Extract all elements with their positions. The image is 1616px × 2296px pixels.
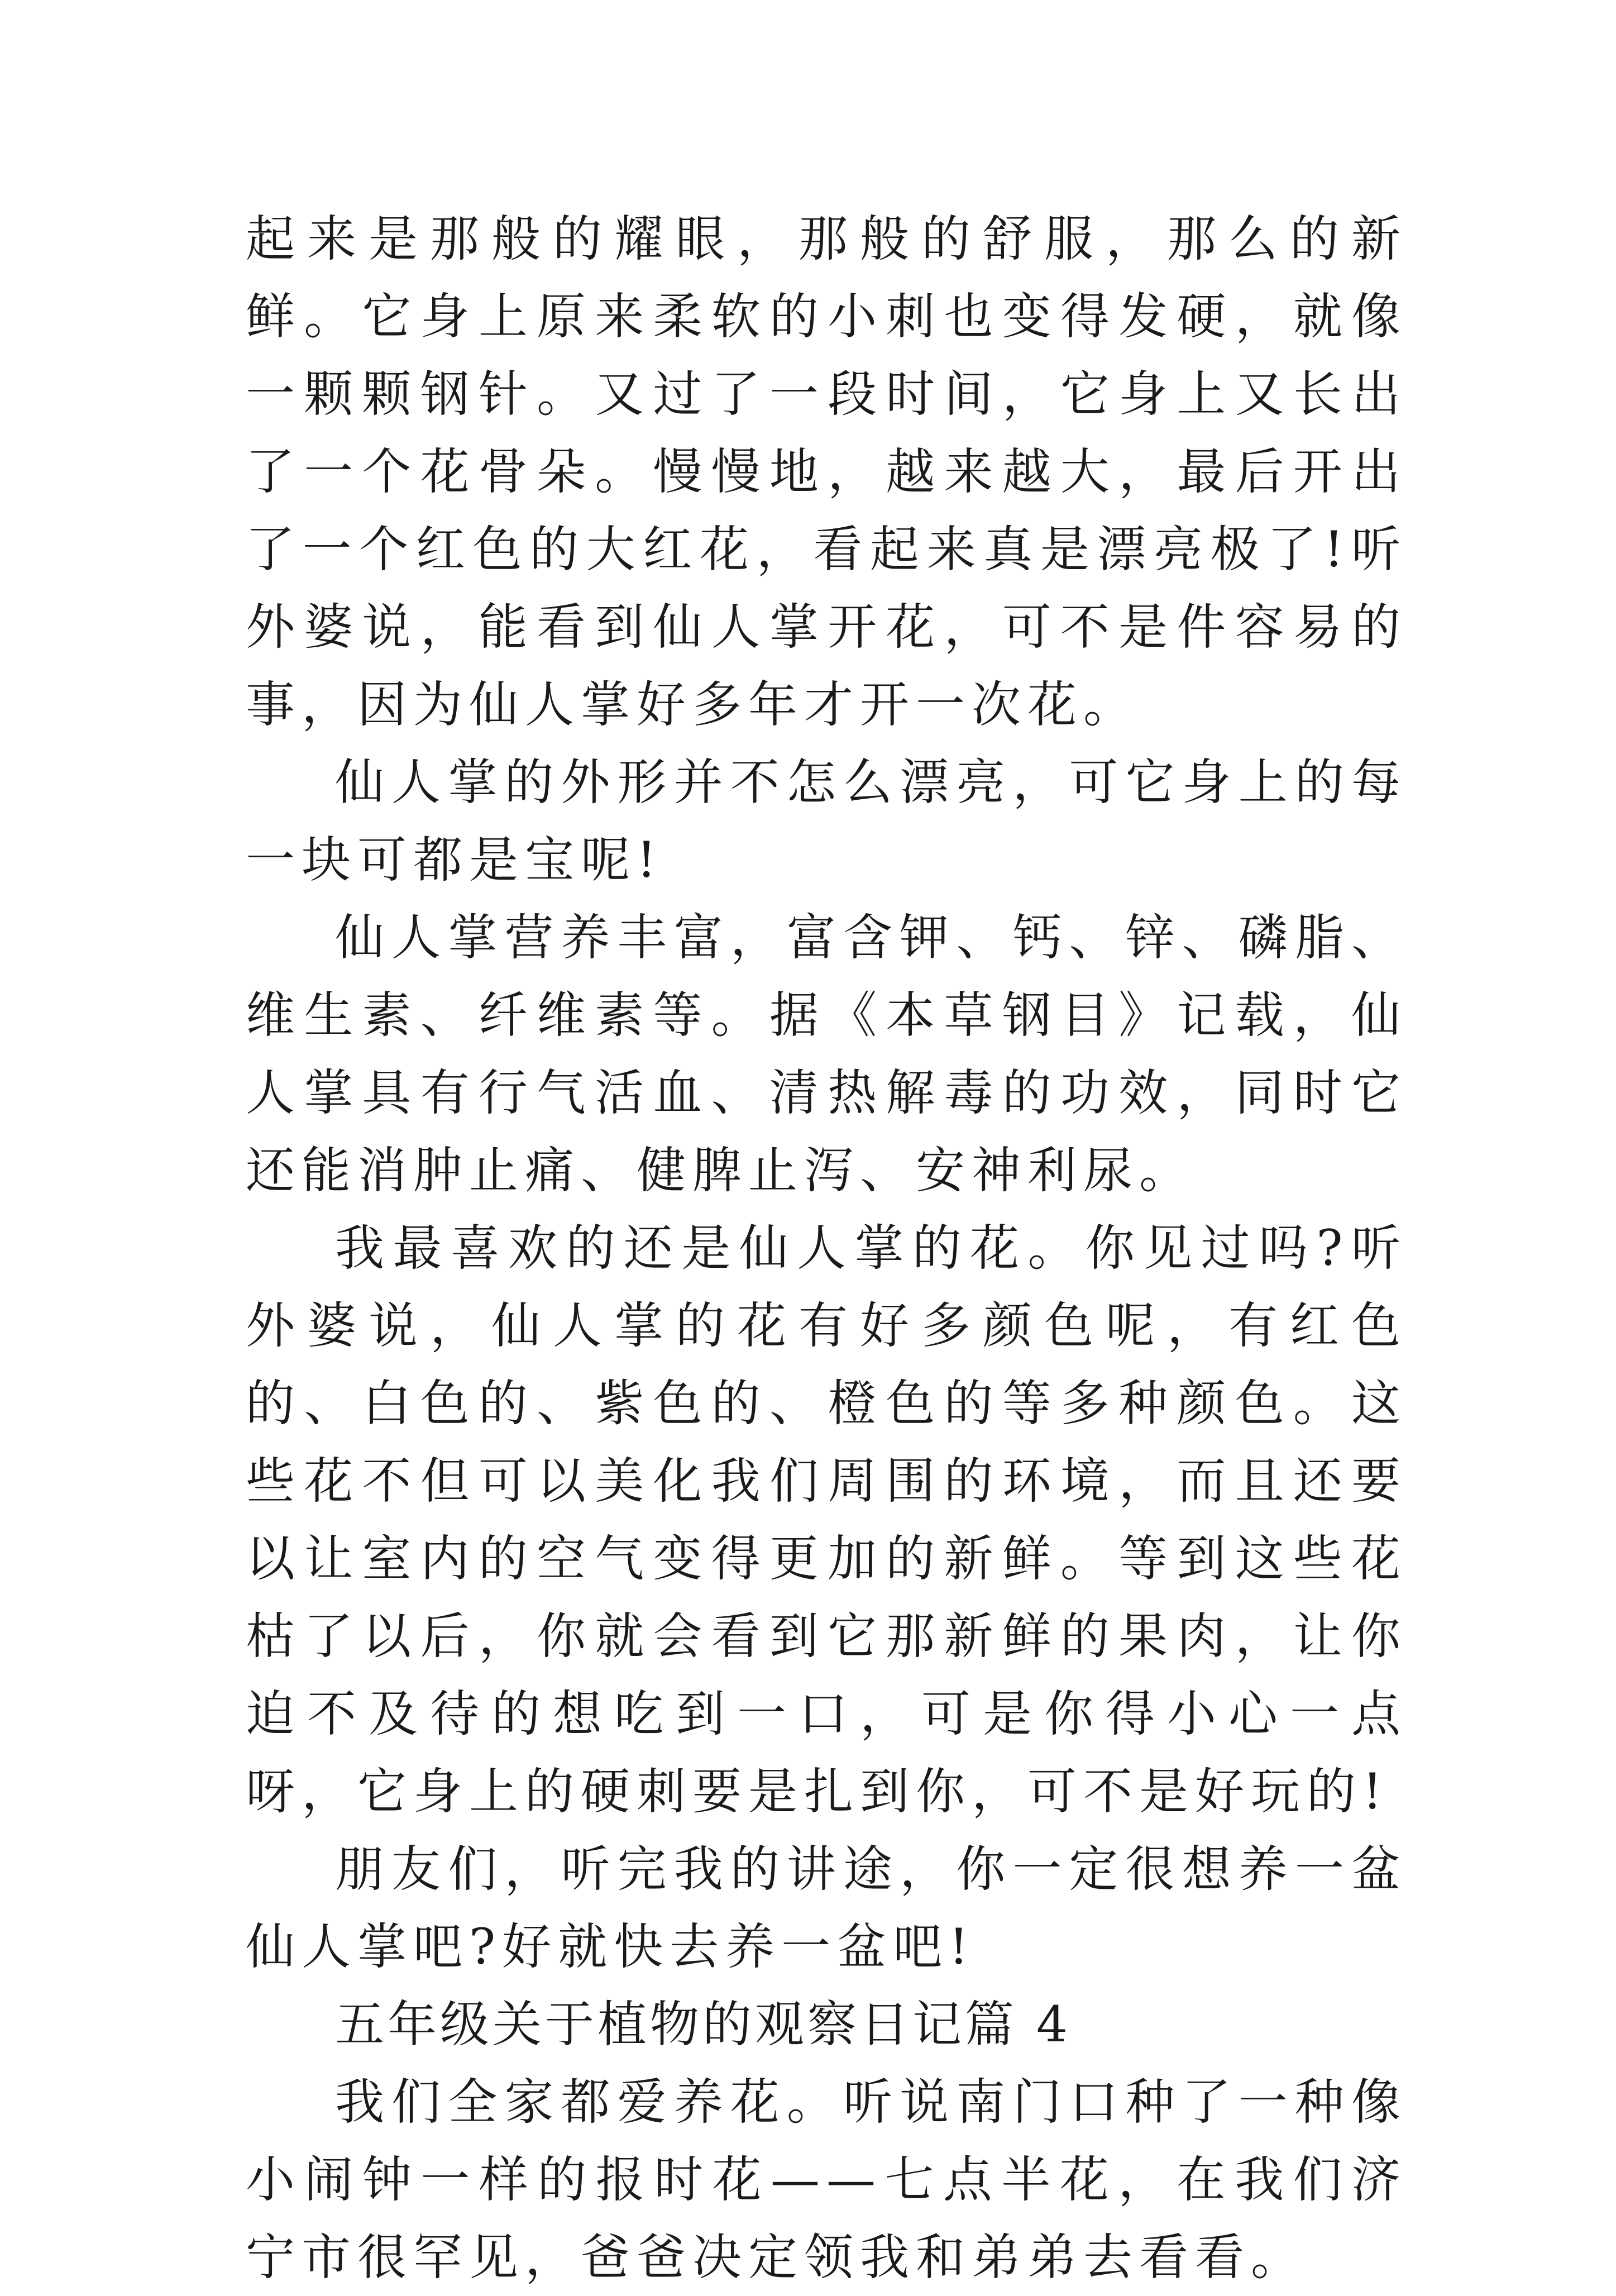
paragraph-family-flowers: 我们全家都爱养花。听说南门口种了一种像小闹钟一样的报时花——七点半花，在我们济宁市很罕见，爸爸决定领我和弟弟去看看。: [246, 2073, 1407, 2286]
document-body: [246, 200, 1407, 2296]
paragraph-cactus-flower-colors: 我最喜欢的还是仙人掌的花。你见过吗?听外婆说，仙人掌的花有好多颜色呢，有红色的、白色的、紫色的、橙色的等多种颜色。这些花不但可以美化我们周围的环境，而且还要以让室内的空气变得更加的新鲜。等到这些花枯了以后，你就会看到它那新鲜的果肉，让你迫不及待的想吃到一口，可是你得小心一点呀，它身上的硬刺要是扎到你，可不是好玩的!: [246, 1219, 1407, 1820]
paragraph-cactus-treasure: 仙人掌的外形并不怎么漂亮，可它身上的每一块可都是宝呢!: [246, 753, 1407, 889]
paragraph-cactus-nutrition: 仙人掌营养丰富，富含钾、钙、锌、磷脂、维生素、纤维素等。据《本草钢目》记载，仙人掌具有行气活血、清热解毒的功效，同时它还能消肿止痛、健脾止泻、安神利尿。: [246, 909, 1407, 1199]
paragraph-friends: 朋友们，听完我的讲途，你一定很想养一盆仙人掌吧?好就快去养一盆吧!: [246, 1840, 1407, 1975]
section-heading: 五年级关于植物的观察日记篇 4: [335, 1996, 1071, 2053]
paragraph-cactus-flower: 起来是那般的耀眼，那般的舒服，那么的新鲜。它身上原来柔软的小刺也变得发硬，就像一颗颗钢针。又过了一段时间，它身上又长出了一个花骨朵。慢慢地，越来越大，最后开出了一个红色的大红花，看起来真是漂亮极了!听外婆说，能看到仙人掌开花，可不是件容易的事，因为仙人掌好多年才开一次花。: [246, 210, 1407, 733]
